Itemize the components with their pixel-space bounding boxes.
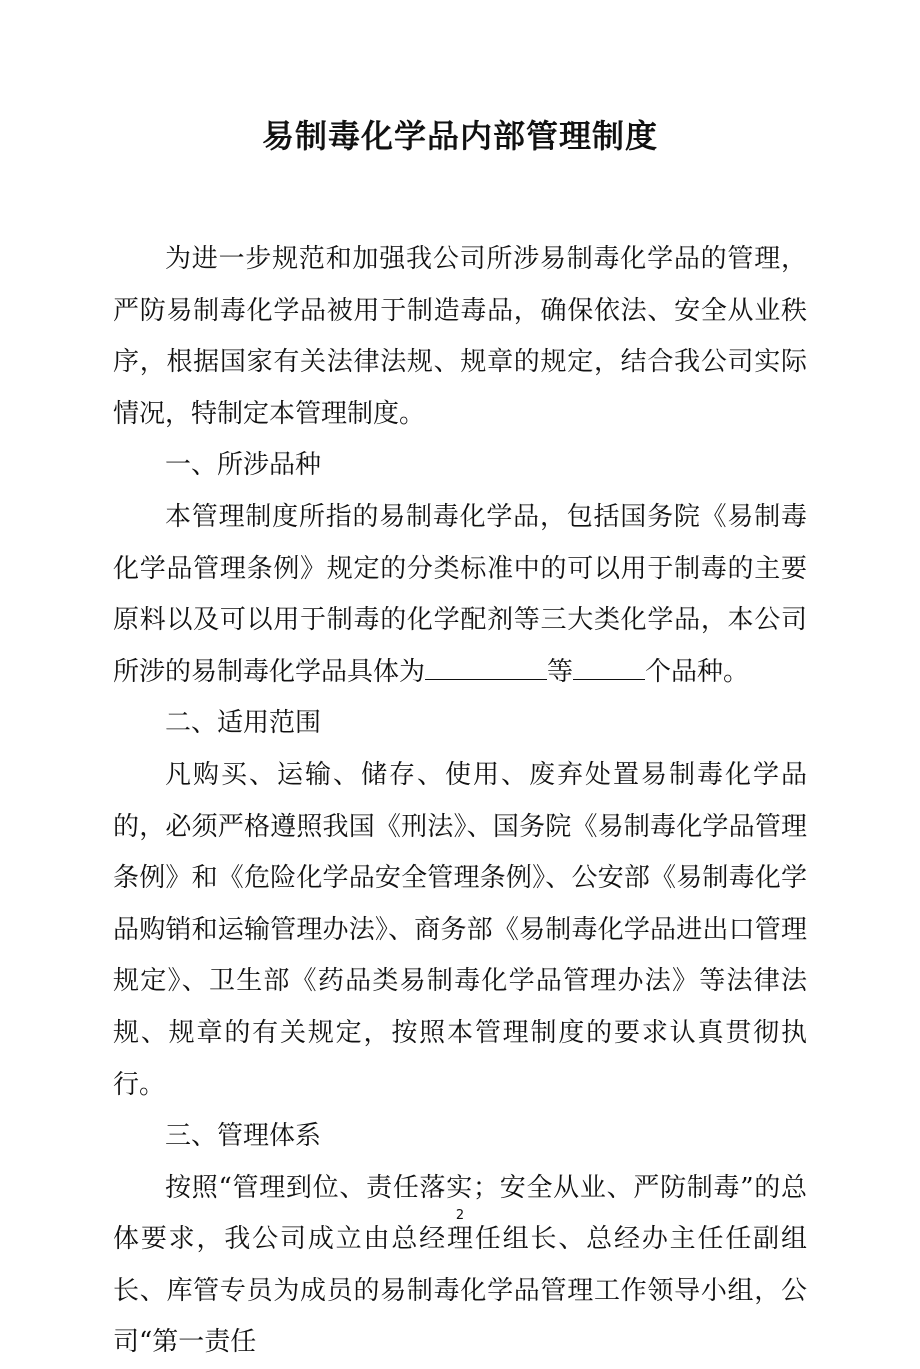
chemical-names-blank [425, 655, 547, 680]
section-1-paragraph [113, 492, 807, 698]
section-3-paragraph: 按照“管理到位、责任落实；安全从业、严防制毒”的总体要求，我公司成立由总经理任组长、总经办主任任副组长、库管专员为成员的易制毒化学品管理工作领导小组，公司“第一责任 [113, 1172, 807, 1358]
section-2-paragraph: 凡购买、运输、储存、使用、废弃处置易制毒化学品的，必须严格遵照我国《刑法》、国务院《易制毒化学品管理条例》和《危险化学品安全管理条例》、公安部《易制毒化学品购销和运输管理办法》、商务部《易制毒化学品进出口管理规定》、卫生部《药品类易制毒化学品管理办法》等法律法规、规章的有关规定，按照本管理制度的要求认真贯彻执行。 [113, 759, 807, 1100]
section-1-text-c: 个品种。 [645, 656, 750, 687]
section-1-text-a: 本管理制度所指的易制毒化学品，包括国务院《易制毒化学品管理条例》规定的分类标准中的可以用于制毒的主要原料以及可以用于制毒的化学配剂等三大类化学品，本公司所涉的易制毒化学品具体为 [113, 501, 807, 687]
section-2-heading: 二、适用范围 [165, 708, 322, 739]
intro-paragraph: 为进一步规范和加强我公司所涉易制毒化学品的管理，严防易制毒化学品被用于制造毒品，确保依法、安全从业秩序，根据国家有关法律法规、规章的规定，结合我公司实际情况，特制定本管理制度。 [113, 244, 807, 429]
section-3-heading: 三、管理体系 [165, 1121, 322, 1152]
section-1-text-b: 等 [547, 656, 574, 687]
variety-count-blank [573, 655, 645, 680]
document-body [113, 234, 807, 1369]
section-1-heading: 一、所涉品种 [165, 450, 322, 481]
page-number: 2 [455, 1208, 465, 1223]
document-title: 易制毒化学品内部管理制度 [261, 117, 658, 155]
